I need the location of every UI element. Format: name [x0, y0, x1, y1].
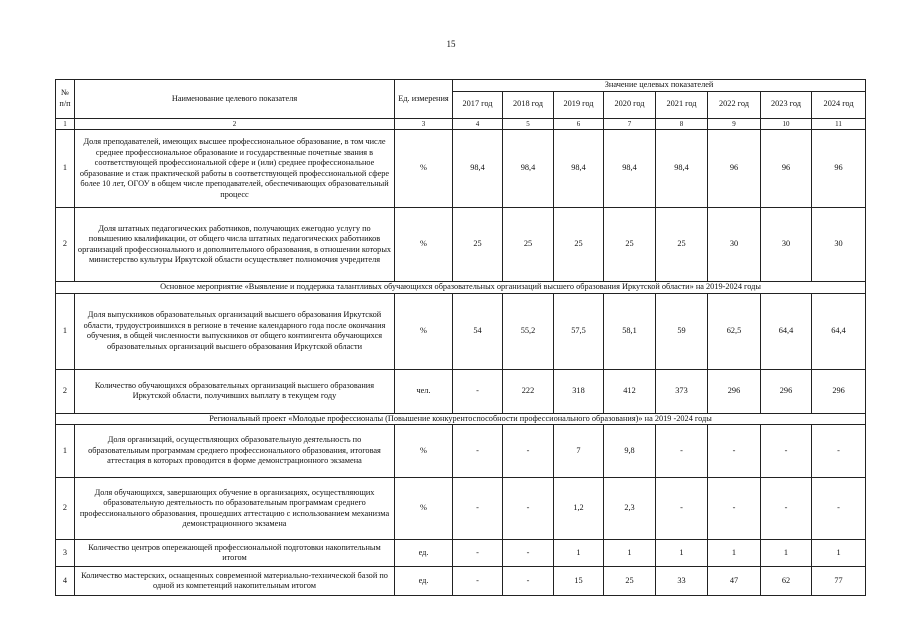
value-cell: 30 — [812, 208, 866, 282]
value-cell: - — [503, 425, 554, 478]
value-cell: 54 — [453, 293, 503, 369]
value-cell: 47 — [708, 567, 761, 596]
header-year: 2017 год — [453, 91, 503, 118]
value-cell: 64,4 — [812, 293, 866, 369]
value-cell: - — [812, 478, 866, 540]
column-index: 6 — [554, 118, 604, 130]
header-unit: Ед. измерения — [395, 80, 453, 119]
value-cell: 98,4 — [604, 130, 656, 208]
value-cell: - — [453, 567, 503, 596]
value-cell: 62 — [761, 567, 812, 596]
column-index: 8 — [656, 118, 708, 130]
value-cell: 98,4 — [503, 130, 554, 208]
value-cell: 1 — [761, 540, 812, 567]
section-title: Основное мероприятие «Выявление и поддержка талантливых обучающихся образовательных организаций высшего образования Иркутской области» на 2019-2024 годы — [56, 282, 866, 294]
value-cell: - — [812, 425, 866, 478]
table-row — [56, 567, 866, 596]
indicator-unit: ед. — [395, 540, 453, 567]
value-cell: 59 — [656, 293, 708, 369]
value-cell: 373 — [656, 369, 708, 413]
value-cell: 296 — [708, 369, 761, 413]
column-index: 11 — [812, 118, 866, 130]
table-row — [56, 478, 866, 540]
indicator-name: Доля организаций, осуществляющих образовательную деятельность по образовательным программам среднего профессионального образования, итоговая аттестация в которых проводится в форме демонстрационного экзамена — [75, 425, 395, 478]
value-cell: 58,1 — [604, 293, 656, 369]
row-num: 1 — [56, 293, 75, 369]
indicator-unit: % — [395, 208, 453, 282]
value-cell: - — [656, 425, 708, 478]
value-cell: - — [656, 478, 708, 540]
value-cell: - — [453, 369, 503, 413]
value-cell: 96 — [708, 130, 761, 208]
column-index: 5 — [503, 118, 554, 130]
section-title: Региональный проект «Молодые профессионалы (Повышение конкурентоспособности профессионального образования)» на 2019 -2024 годы — [56, 413, 866, 425]
value-cell: 98,4 — [656, 130, 708, 208]
value-cell: 7 — [554, 425, 604, 478]
value-cell: - — [708, 425, 761, 478]
column-index: 1 — [56, 118, 75, 130]
header-year: 2022 год — [708, 91, 761, 118]
value-cell: 96 — [761, 130, 812, 208]
column-index: 9 — [708, 118, 761, 130]
value-cell: 33 — [656, 567, 708, 596]
indicator-unit: % — [395, 130, 453, 208]
page-number: 15 — [446, 39, 456, 49]
value-cell: 296 — [812, 369, 866, 413]
value-cell: 77 — [812, 567, 866, 596]
target-indicators-table — [55, 79, 866, 596]
value-cell: - — [503, 540, 554, 567]
value-cell: 318 — [554, 369, 604, 413]
indicator-name: Количество центров опережающей профессиональной подготовки накопительным итогом — [75, 540, 395, 567]
row-num: 2 — [56, 369, 75, 413]
value-cell: 30 — [708, 208, 761, 282]
row-num: 2 — [56, 478, 75, 540]
value-cell: - — [453, 478, 503, 540]
value-cell: 1 — [554, 540, 604, 567]
header-values-group: Значение целевых показателей — [453, 80, 866, 92]
value-cell: - — [761, 478, 812, 540]
table-row — [56, 293, 866, 369]
indicator-unit: ед. — [395, 567, 453, 596]
header-year: 2020 год — [604, 91, 656, 118]
value-cell: 25 — [656, 208, 708, 282]
table-row — [56, 208, 866, 282]
value-cell: - — [708, 478, 761, 540]
value-cell: 25 — [503, 208, 554, 282]
table-row — [56, 540, 866, 567]
section-row — [56, 282, 866, 294]
indicator-name: Количество мастерских, оснащенных современной материально-технической базой по одной из компетенций накопительным итогом — [75, 567, 395, 596]
value-cell: 57,5 — [554, 293, 604, 369]
value-cell: 98,4 — [554, 130, 604, 208]
value-cell: - — [453, 425, 503, 478]
header-year: 2021 год — [656, 91, 708, 118]
indicator-name: Доля обучающихся, завершающих обучение в организациях, осуществляющих образовательную деятельность по образовательным программам среднего профессионального образования, прошедших аттестацию с использованием механизма демонстрационного экзамена — [75, 478, 395, 540]
value-cell: 296 — [761, 369, 812, 413]
value-cell: 62,5 — [708, 293, 761, 369]
indicator-name: Доля выпускников образовательных организаций высшего образования Иркутской области, трудоустроившихся в регионе в течение календарного года после окончания обучения, в общей численности выпускников от общего контингента обучающихся образовательных организаций высшего образования Иркутской области — [75, 293, 395, 369]
header-year: 2023 год — [761, 91, 812, 118]
value-cell: 1 — [708, 540, 761, 567]
column-index: 2 — [75, 118, 395, 130]
value-cell: - — [453, 540, 503, 567]
header-year: 2019 год — [554, 91, 604, 118]
table-row — [56, 425, 866, 478]
value-cell: 25 — [453, 208, 503, 282]
header-name: Наименование целевого показателя — [75, 80, 395, 119]
column-index: 10 — [761, 118, 812, 130]
indicator-name: Доля преподавателей, имеющих высшее профессиональное образование, в том числе среднее профессиональное образование и государственные почетные звания в соответствующей профессиональной сфере и (или) среднее профессиональное образование и стаж практической работы в соответствующей профессиональной сфере более 10 лет, ОГОУ в общем числе преподавателей, обеспечивающих образовательный процесс — [75, 130, 395, 208]
value-cell: 1,2 — [554, 478, 604, 540]
value-cell: 55,2 — [503, 293, 554, 369]
row-num: 4 — [56, 567, 75, 596]
value-cell: 96 — [812, 130, 866, 208]
column-index: 7 — [604, 118, 656, 130]
indicator-name: Количество обучающихся образовательных организаций высшего образования Иркутской области, получивших выплату в текущем году — [75, 369, 395, 413]
indicator-unit: % — [395, 478, 453, 540]
value-cell: 25 — [604, 208, 656, 282]
row-num: 1 — [56, 425, 75, 478]
value-cell: 25 — [604, 567, 656, 596]
indicator-name: Доля штатных педагогических работников, получающих ежегодно услугу по повышению квалификации, от общего числа штатных педагогических работников организаций профессионального и дополнительного образования, в отношении которых министерство культуры Иркутской области осуществляет полномочия учредителя — [75, 208, 395, 282]
table-row — [56, 130, 866, 208]
value-cell: 25 — [554, 208, 604, 282]
value-cell: 1 — [604, 540, 656, 567]
row-num: 1 — [56, 130, 75, 208]
section-row — [56, 413, 866, 425]
table-row — [56, 369, 866, 413]
value-cell: 15 — [554, 567, 604, 596]
value-cell: 1 — [812, 540, 866, 567]
value-cell: 30 — [761, 208, 812, 282]
header-year: 2018 год — [503, 91, 554, 118]
value-cell: 64,4 — [761, 293, 812, 369]
indicator-unit: % — [395, 293, 453, 369]
header-num: № п/п — [56, 80, 75, 119]
value-cell: - — [761, 425, 812, 478]
value-cell: - — [503, 478, 554, 540]
column-index-row — [56, 118, 866, 130]
value-cell: 9,8 — [604, 425, 656, 478]
value-cell: 1 — [656, 540, 708, 567]
value-cell: - — [503, 567, 554, 596]
indicator-unit: чел. — [395, 369, 453, 413]
indicator-unit: % — [395, 425, 453, 478]
column-index: 4 — [453, 118, 503, 130]
row-num: 3 — [56, 540, 75, 567]
value-cell: 412 — [604, 369, 656, 413]
column-index: 3 — [395, 118, 453, 130]
value-cell: 98,4 — [453, 130, 503, 208]
row-num: 2 — [56, 208, 75, 282]
header-year: 2024 год — [812, 91, 866, 118]
value-cell: 222 — [503, 369, 554, 413]
value-cell: 2,3 — [604, 478, 656, 540]
